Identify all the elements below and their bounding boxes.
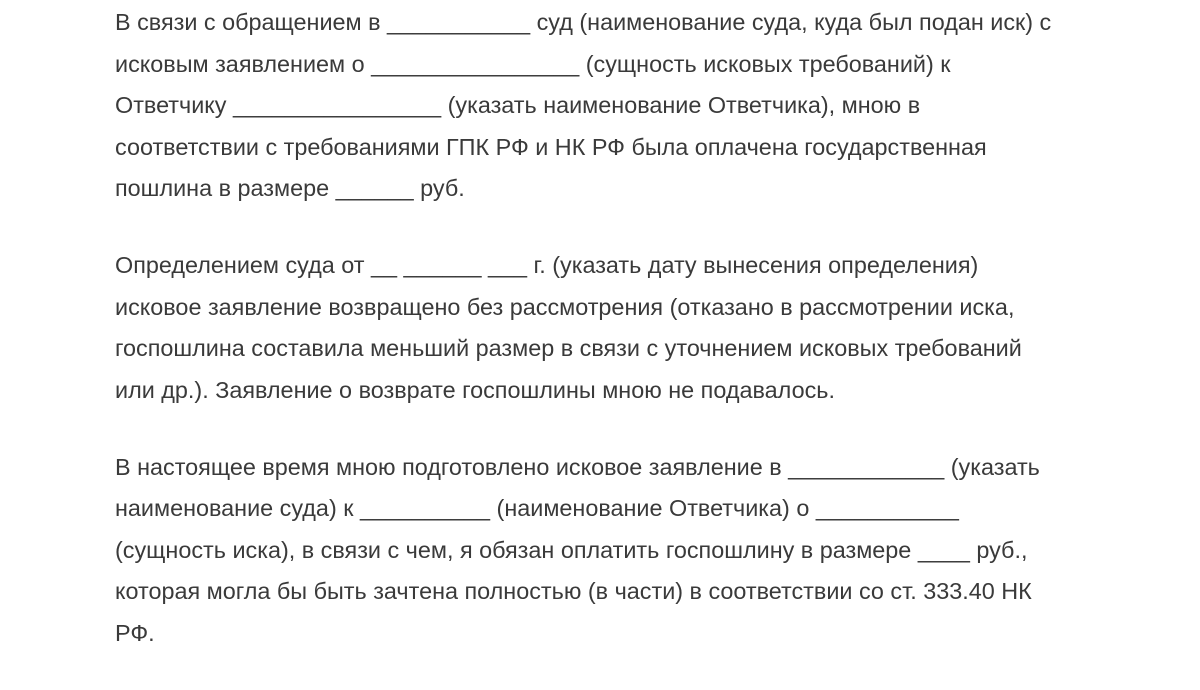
- text-line: исковое заявление возвращено без рассмотрения (отказано в рассмотрении иска,: [115, 293, 1015, 320]
- text-line-cropped: РФ.: [115, 619, 155, 646]
- text-line: соответствии с требованиями ГПК РФ и НК РФ была оплачена государственная: [115, 133, 987, 160]
- paragraph-new-claim: [115, 447, 1105, 655]
- text-line: госпошлина составила меньший размер в связи с уточнением исковых требований: [115, 335, 1022, 362]
- paragraph-court-ruling: [115, 245, 1105, 411]
- text-line: (сущность иска), в связи с чем, я обязан оплатить госпошлину в размере ____ руб.,: [115, 536, 1028, 563]
- text-line: В связи с обращением в ___________ суд (наименование суда, куда был подан иск) с: [115, 9, 1052, 35]
- text-line: которая могла бы быть зачтена полностью (в части) в соответствии со ст. 333.40 НК: [115, 578, 1032, 605]
- text-line: Определением суда от __ ______ ___ г. (указать дату вынесения определения): [115, 252, 979, 279]
- text-line: В настоящее время мною подготовлено исковое заявление в ____________ (указать: [115, 453, 1040, 480]
- text-line: пошлина в размере ______ руб.: [115, 175, 465, 201]
- paragraph-payment: [115, 2, 1105, 210]
- text-line: Ответчику ________________ (указать наименование Ответчика), мною в: [115, 92, 921, 118]
- text-line: наименование суда) к __________ (наименование Ответчика) о ___________: [115, 495, 959, 522]
- text-line: исковым заявлением о ________________ (сущность исковых требований) к: [115, 50, 951, 77]
- text-line: или др.). Заявление о возврате госпошлины мною не подавалось.: [115, 376, 835, 403]
- document-body: [115, 2, 1105, 690]
